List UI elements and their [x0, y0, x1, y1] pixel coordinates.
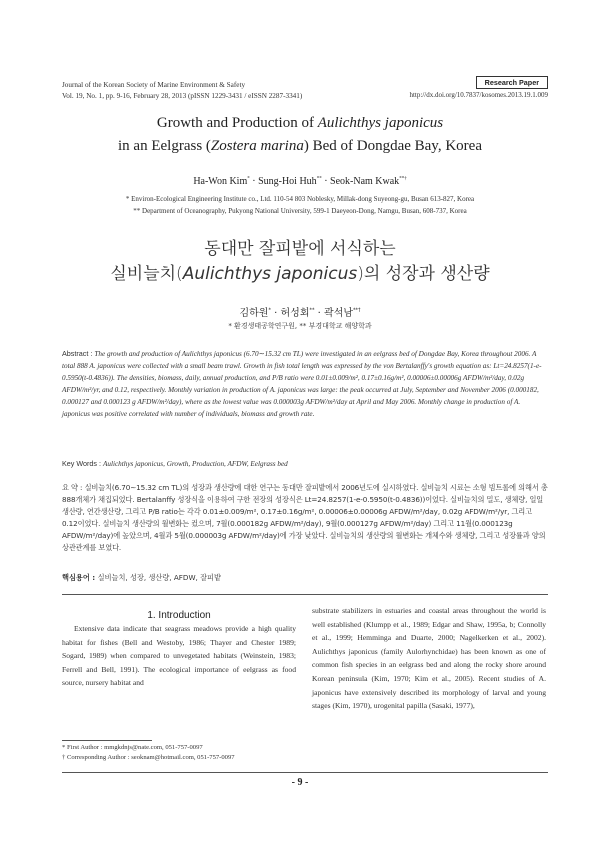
- paper-title-line-1: Growth and Production of Aulichthys japonicus: [156, 115, 444, 131]
- author-list: Ha-Won Kim* · Sung-Hoi Huh** · Seok-Nam Kwak**†: [193, 176, 407, 187]
- korean-title-line-2: 실비늘치(Aulichthys japonicus)의 성장과 생산량: [110, 264, 490, 284]
- abstract: [62, 348, 548, 420]
- korean-keywords-text: 실비늘치, 성장, 생산량, AFDW, 잘피밭: [97, 573, 221, 582]
- section-divider: [62, 594, 548, 595]
- author-name: Sung-Hoi Huh: [258, 176, 317, 187]
- keywords-text: Aulichthys japonicus, Growth, Production, AFDW, Eelgrass bed: [103, 460, 288, 468]
- korean-abstract-label: 요 약 :: [62, 483, 85, 492]
- intro-left-column: [62, 622, 296, 690]
- abstract-text: The growth and production of Aulichthys japonicus (6.70∼15.32 cm TL) were investigated in an eelgrass bed of Dongdae Bay, Korea throughout 2006. A total 888 A. japonicus were collected with a small beam trawl. Growth in fish total length was expressed by the von Bertalanffy's growth equation as: Lt=24.8257(1-e-0.5950(t-0.4836)). The densities, biomass, daily, annual production, and P/B ratio were 0.01±0.009/m², 0.17±0.16g/m², 0.00006±0.00006g AFDW/m²/day, 0.02g AFDW/m²/yr, and 0.12, respectively. Monthly variation in production of A. japonicus was large: the peak occurred at July, September and November 2006 (0.000182, 0.000127 and 0.000123 g AFDW/m²/day), where as the lowest value was 0.000003g AFDW/m²/day at April and May 2006. Monthly change in production of A. japonicus was positive correlated with number of individuals, biomass and growth rate.: [62, 350, 542, 418]
- korean-abstract: [62, 482, 548, 554]
- keywords-label: Key Words :: [62, 459, 104, 468]
- footnote-corresponding-author: † Corresponding Author : seoknam@hotmail.com, 051-757-0097: [62, 754, 235, 761]
- author-name: Seok-Nam Kwak: [330, 176, 400, 187]
- intro-paragraph-right: substrate stabilizers in estuaries and coastal areas throughout the world is well established (Klumpp et al., 1989; Edgar and Shaw, 1995a, b; Connolly et al., 1999; Hemminga and Duarte, 2000; Nagelkerken et al., 2002). Aulichthys japonicus (family Aulorhynchidae) has been known as one of common fish species in an eelgrass bed and along the rocky shore around Korean peninsula (Kim, 1970; Kim et al., 2005). Recent studies of A. japonicus have extensively described its morphology of larval and young stages (Kim, 1970), urogenital papilla (Sasaki, 1977),: [312, 606, 546, 711]
- abstract-label: Abstract :: [62, 349, 95, 358]
- journal-header: [62, 80, 302, 102]
- article-type-badge: Research Paper: [476, 76, 548, 89]
- korean-keywords-label: 핵심용어 :: [62, 573, 98, 582]
- korean-title-line-1: 동대만 잘피밭에 서식하는: [204, 239, 396, 259]
- footnote-first-author: * First Author : mmgkdnjs@nate.com, 051-757-0097: [62, 744, 203, 751]
- footnote-divider: [62, 740, 152, 741]
- page-number: - 9 -: [291, 777, 309, 788]
- page-bottom-divider: [62, 772, 548, 773]
- paper-title-line-2: in an Eelgrass (Zostera marina) Bed of Dongdae Bay, Korea: [118, 138, 482, 154]
- section-heading-introduction: 1. Introduction: [147, 610, 211, 621]
- intro-paragraph-left: Extensive data indicate that seagrass meadows provide a high quality habitat for fishes (Bell and Westoby, 1986; Thayer and Chester 1989; Sogard, 1989) when compared to unvegetated habitats (Weinstein, 1983; Ferrell and Bell, 1991). The ecological importance of eelgrass as food source, nursery habitat and: [62, 624, 296, 688]
- journal-name: Journal of the Korean Society of Marine Environment & Safety: [62, 81, 246, 89]
- korean-affiliations: * 환경생태공학연구원, ** 부경대학교 해양학과: [228, 322, 372, 330]
- affiliation-1: * Environ-Ecological Engineering Institute co., Ltd. 110-54 803 Noblesky, Millak-dong Suyeong-gu, Busan 613-827, Korea: [125, 195, 475, 203]
- korean-author-name: 곽석남: [324, 308, 354, 319]
- author-name: Ha-Won Kim: [193, 176, 248, 187]
- korean-author-name: 김하원: [239, 308, 269, 319]
- affiliation-2: ** Department of Oceanography, Pukyong National University, 599-1 Daeyeon-Dong, Namgu, Busan, 608-737, Korea: [133, 207, 467, 215]
- korean-keywords: [62, 573, 548, 583]
- korean-abstract-text: 실비늘치(6.70∼15.32 cm TL)의 성장과 생산량에 대한 연구는 동대만 잘피밭에서 2006년도에 실시하였다. 실비늘치 시료는 소형 빔트롤에 의해서 총 888개체가 채집되었다. Bertalanffy 성장식을 이용하여 구한 전장의 성장식은 Lt=24.8257(1-e-0.5950(t-0.4836))이었다. 실비늘치의 밀도, 생체량, 일일생산량, 연간생산량, 그리고 P/B ratio는 각각 0.01±0.009/m², 0.17±0.16g/m², 0.00006±0.00006g AFDW/m²/day, 0.02g AFDW/m²/yr, 그리고 0.12이었다. 실비늘치 생산량의 월변화는 컸으며, 7월(0.000182g AFDW/m²/day), 9월(0.000127g AFDW/m²/day) 그리고 11월(0.000123g AFDW/m²/day)에 높았으며, 4월과 5월(0.000003g AFDW/m²/day)에 가장 낮았다. 실비늘치의 생산량의 월변화는 개체수와 생체량, 그리고 성장률과 양의 상관관계를 보였다.: [62, 483, 548, 552]
- doi-link[interactable]: http://dx.doi.org/10.7837/kosomes.2013.19.1.009: [409, 91, 548, 99]
- korean-author-list: 김하원* · 허성회** · 곽석남**†: [239, 307, 361, 319]
- intro-right-column: [312, 604, 546, 713]
- keywords: [62, 459, 548, 468]
- korean-author-name: 허성회: [280, 308, 310, 319]
- journal-volume: Vol. 19, No. 1, pp. 9-16, February 28, 2013 (pISSN 1229-3431 / eISSN 2287-3341): [62, 92, 303, 100]
